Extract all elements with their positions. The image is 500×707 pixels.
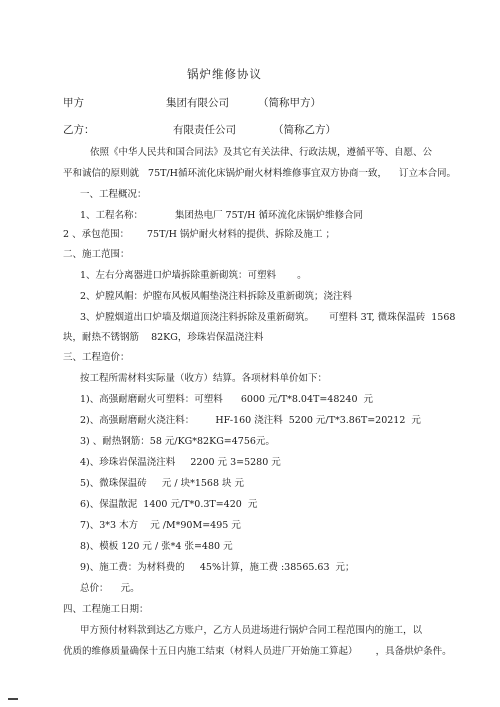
price-item-6: 6)、保温散泥 1400 元/T*0.3T=420 元	[80, 499, 258, 510]
section-2-heading: 二、施工范围：	[63, 249, 130, 260]
section-1-item-1-label: 1、工程名称：	[80, 210, 144, 221]
section-4-heading: 四、工程施工日期：	[63, 604, 149, 615]
document-title: 锅炉维修协议	[187, 67, 262, 81]
price-item-9: 9)、施工费：为材料费的 45%计算，施工费 :38565.63 元；	[80, 562, 355, 573]
intro-line-2: 平和诚信的原则就 75T/H循环流化床锅炉耐火材料维修事宜双方协商一致， 订立本合同。	[63, 168, 457, 179]
section-1-item-2-label: 2 、承包范围：	[63, 229, 130, 240]
section-2-item-1: 1、左右分离器进口炉墙拆除重新砌筑：可塑料 。	[80, 270, 307, 281]
party-b-label: 乙方：	[63, 124, 95, 136]
section-4-line-1: 甲方预付材料款到达乙方账户，乙方人员进场进行锅炉合同工程范围内的施工，以	[80, 625, 423, 636]
price-item-8: 8)、模板 120 元 / 张*4 张=480 元	[80, 541, 233, 552]
price-item-5: 5)、微珠保温砖 元 / 块*1568 块 元	[80, 478, 245, 489]
section-1-item-1-value: 集团热电厂 75T/H 循环流化床锅炉维修合同	[175, 210, 363, 221]
price-item-1: 1)、高强耐磨耐火可塑料：可塑料 6000 元/T*8.04T=48240 元	[80, 394, 374, 405]
intro-line-1: 依照《中华人民共和国合同法》及其它有关法律、行政法规，遵循平等、自愿、公	[90, 147, 433, 158]
section-2-item-2: 2、炉膛风帽：炉膛布风板风帽垫浇注料拆除及重新砌筑；浇注料	[80, 291, 353, 302]
section-1-heading: 一、工程概况：	[80, 189, 147, 200]
section-4-line-2: 优质的维修质量确保十五日内施工结束（材料人员进厂开始施工算起） ，具备烘炉条件。	[63, 646, 452, 657]
section-2-item-3-line-1: 3、炉膛烟道出口炉墙及烟道顶浇注料拆除及重新砌筑。 可塑料 3T, 微珠保温砖 1568	[80, 312, 456, 323]
section-3-intro: 按工程所需材料实际量（收方）结算。各项材料单价如下：	[80, 373, 328, 384]
party-a-short: （简称甲方）	[258, 97, 321, 109]
section-2-item-3-line-2: 块，耐热不锈钢筋 82KG，珍珠岩保温浇注料	[63, 332, 264, 343]
party-b-short: （简称乙方）	[273, 124, 336, 136]
total-price: 总价： 元。	[80, 583, 140, 594]
party-a-name: 集团有限公司	[166, 97, 229, 109]
section-3-heading: 三、工程造价：	[63, 352, 130, 363]
party-b-name: 有限责任公司	[173, 124, 236, 136]
price-item-3: 3) 、耐热钢筋：58 元/KG*82KG=4756元。	[80, 436, 275, 447]
price-item-4: 4)、珍珠岩保温浇注料 2200 元 3=5280 元	[80, 457, 281, 468]
section-1-item-2-value: 75T/H 锅炉耐火材料的提供、拆除及施工 ；	[147, 229, 335, 240]
page-mark	[8, 698, 18, 700]
price-item-7: 7)、3*3 木方 元 /M*90M=495 元	[80, 520, 241, 531]
price-item-2: 2)、高强耐磨耐火浇注料： HF-160 浇注料 5200 元/T*3.86T=20212 元	[80, 415, 421, 426]
party-a-label: 甲方	[63, 97, 84, 109]
